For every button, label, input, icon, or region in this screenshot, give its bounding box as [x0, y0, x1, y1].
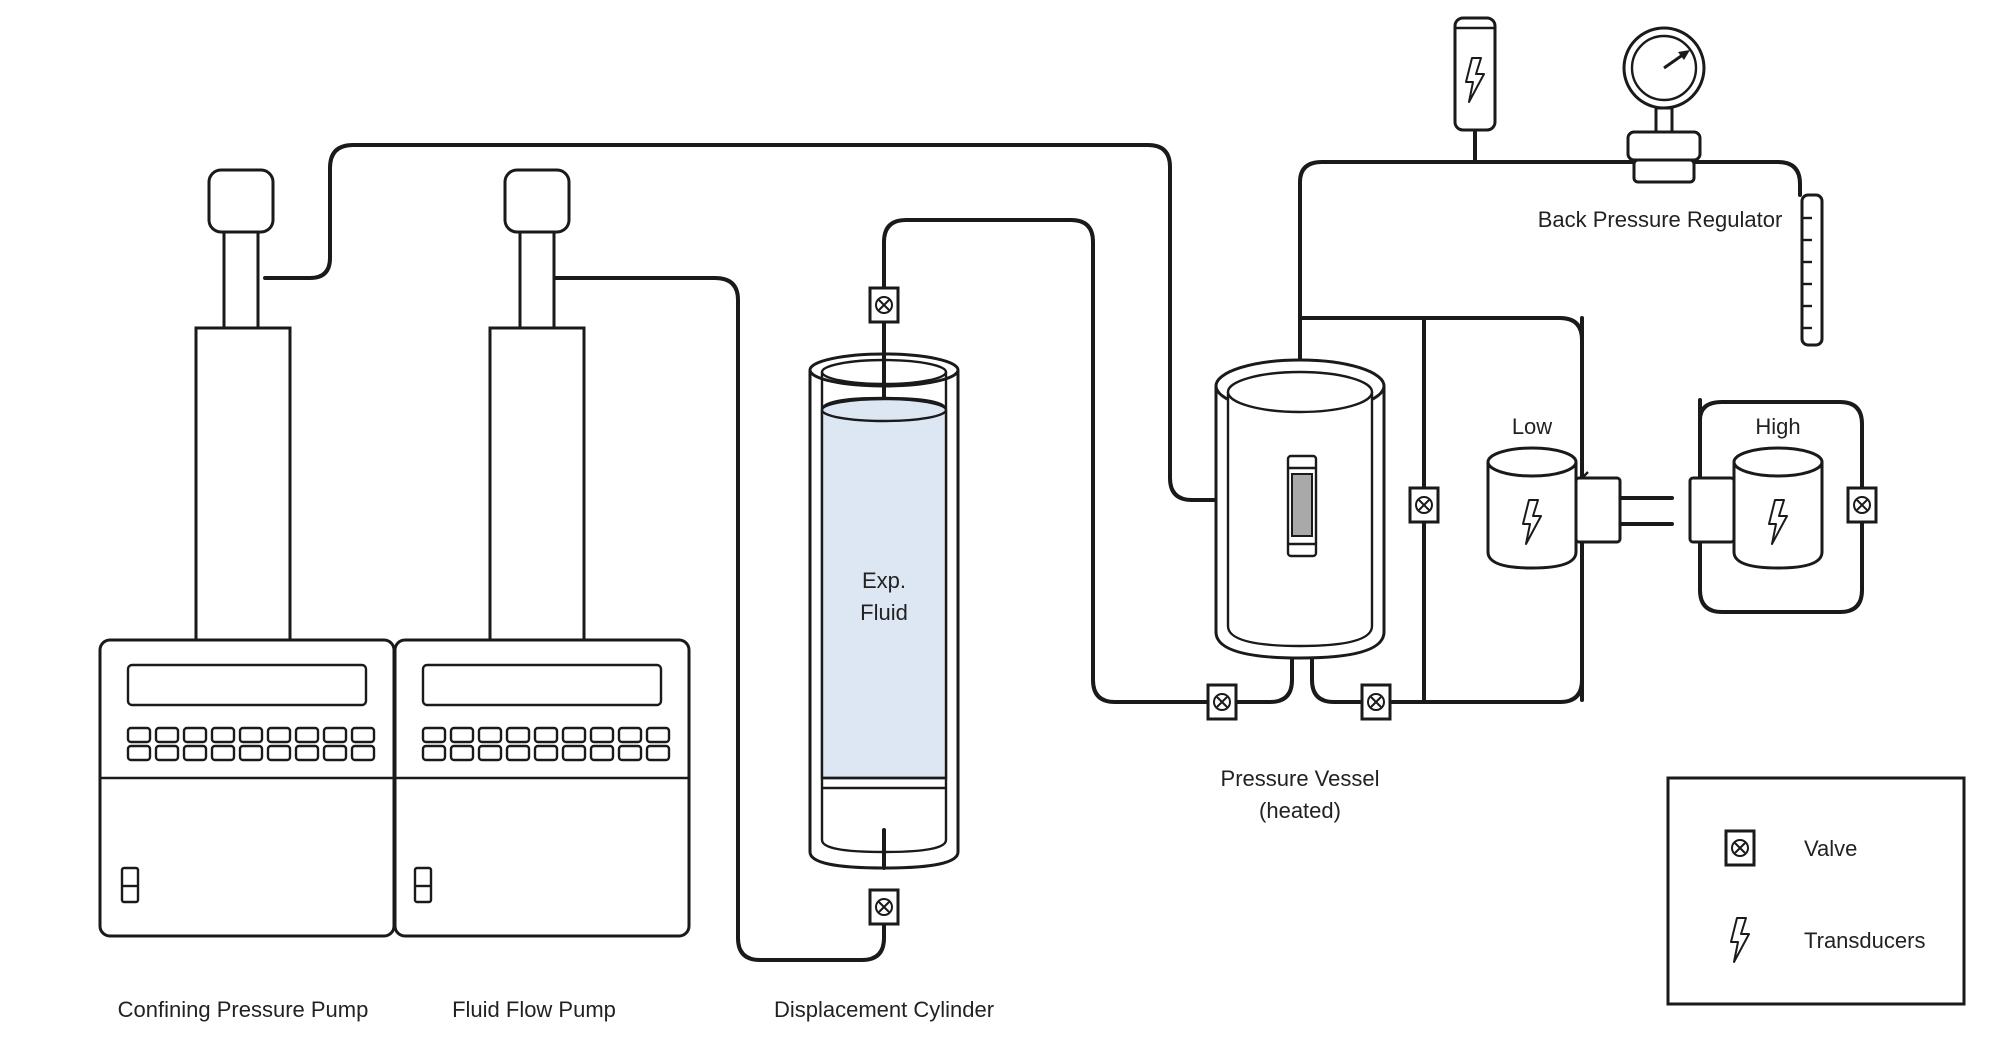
- back-pressure-regulator: [1624, 28, 1704, 182]
- exp-fluid-label-line2: Fluid: [860, 600, 908, 625]
- pressure-vessel-label-line1: Pressure Vessel: [1220, 766, 1380, 791]
- fluid-flow-pump: [395, 170, 689, 936]
- valve-icon: [1208, 685, 1236, 719]
- displacement-cylinder: [810, 318, 958, 868]
- pressure-vessel: [1216, 360, 1384, 658]
- exp-fluid-label-line1: Exp.: [861, 568, 907, 593]
- graduated-collector: [1802, 195, 1822, 345]
- flow-pump-label: Fluid Flow Pump: [452, 997, 616, 1022]
- valve-icon: [1726, 831, 1754, 865]
- low-pressure-reservoir: [1488, 448, 1620, 568]
- pressure-vessel-label-line2: (heated): [1259, 798, 1341, 823]
- low-label: Low: [1511, 414, 1553, 439]
- displacement-cylinder-label: Displacement Cylinder: [773, 997, 995, 1022]
- line-pressure-transducer: [1455, 18, 1495, 130]
- legend-box: [1668, 778, 1964, 1004]
- valve-icon: [1410, 488, 1438, 522]
- valve-icon: [1848, 488, 1876, 522]
- valve-icon: [870, 288, 898, 322]
- legend-valve-label: Valve: [1804, 836, 1858, 861]
- valve-icon: [870, 890, 898, 924]
- core-sample-holder: [1288, 456, 1316, 556]
- legend: [1668, 778, 1964, 1004]
- confining-pressure-pump: [100, 170, 394, 936]
- core-sample: [1292, 474, 1312, 536]
- valve-icon: [1362, 685, 1390, 719]
- legend-transducers-label: Transducers: [1804, 928, 1926, 953]
- high-label: High: [1755, 414, 1801, 439]
- back-pressure-regulator-label: Back Pressure Regulator: [1537, 207, 1783, 232]
- confining-pump-label: Confining Pressure Pump: [117, 997, 369, 1022]
- high-pressure-reservoir: [1690, 448, 1822, 568]
